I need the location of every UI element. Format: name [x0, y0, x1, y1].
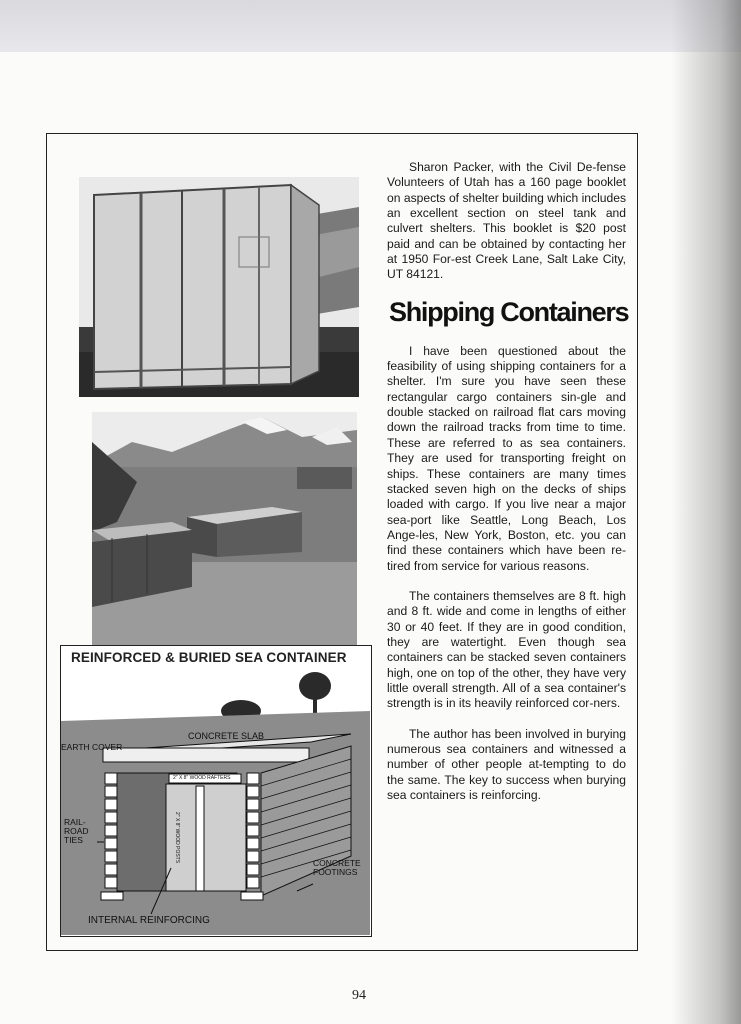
paragraph-dimensions: The containers themselves are 8 ft. high and 8 ft. wide and come in lengths of either 30 or 40 feet. If they are in good condition, they are watertight. Even though sea containers can be stacked seven containers high, one on top of the other, they have very little overall strength. All of a sea container's strength is in its heavily reinforced cor-ners. — [387, 588, 626, 711]
earth-cover-label: EARTH COVER — [61, 742, 123, 752]
wood-rafters-label: 2" X 8" WOOD RAFTERS — [173, 775, 231, 781]
article-text-column — [387, 160, 629, 803]
paragraph-experience: The author has been involved in burying numerous sea containers and witnessed a number of other people at-tempting to do the same. The key to success when burying sea containers is reinforcing. — [387, 726, 626, 803]
scan-top-shadow — [0, 0, 741, 52]
shipping-container-photo — [79, 177, 359, 397]
internal-reinforcing-label: INTERNAL REINFORCING — [88, 915, 210, 926]
page-number: 94 — [352, 988, 366, 1003]
paragraph-intro: I have been questioned about the feasibility of using shipping containers for a shelter. I'm sure you have seen these rectangular cargo containers sin-gle and double stacked on railroad flat cars moving down the railroad tracks from time to time. These are referred to as sea containers. They are used for transporting freight on ships. These containers are many times stacked seven high on the decks of ships loaded with cargo. If you live near a major sea-port like Seattle, Long Beach, Los Ange-les, New York, Boston, etc. you can find these containers which have been re-tired from service for various reasons. — [387, 343, 626, 573]
concrete-slab-label: CONCRETE SLAB — [188, 731, 265, 741]
scan-page-gutter-shadow — [671, 0, 741, 1024]
section-heading: Shipping Containers — [389, 296, 629, 327]
paragraph-booklet: Sharon Packer, with the Civil De-fense Volunteers of Utah has a 160 page booklet on aspects of shelter building which includes an excellent section on steel tank and culvert shelters. This booklet is $20 post paid and can be obtained by contacting her at 1950 For-est Creek Lane, Salt Lake City, UT 84121. — [387, 160, 626, 282]
wood-posts-label: 2" X 8" WOOD POSTS — [174, 812, 180, 864]
containers-on-site-photo — [92, 412, 357, 646]
buried-container-diagram — [60, 645, 372, 937]
concrete-footings-label: CONCRETE FOOTINGS — [313, 858, 361, 877]
diagram-title: REINFORCED & BURIED SEA CONTAINER — [71, 650, 347, 665]
rail-road-ties-label: RAIL- ROAD TIES — [64, 817, 89, 845]
